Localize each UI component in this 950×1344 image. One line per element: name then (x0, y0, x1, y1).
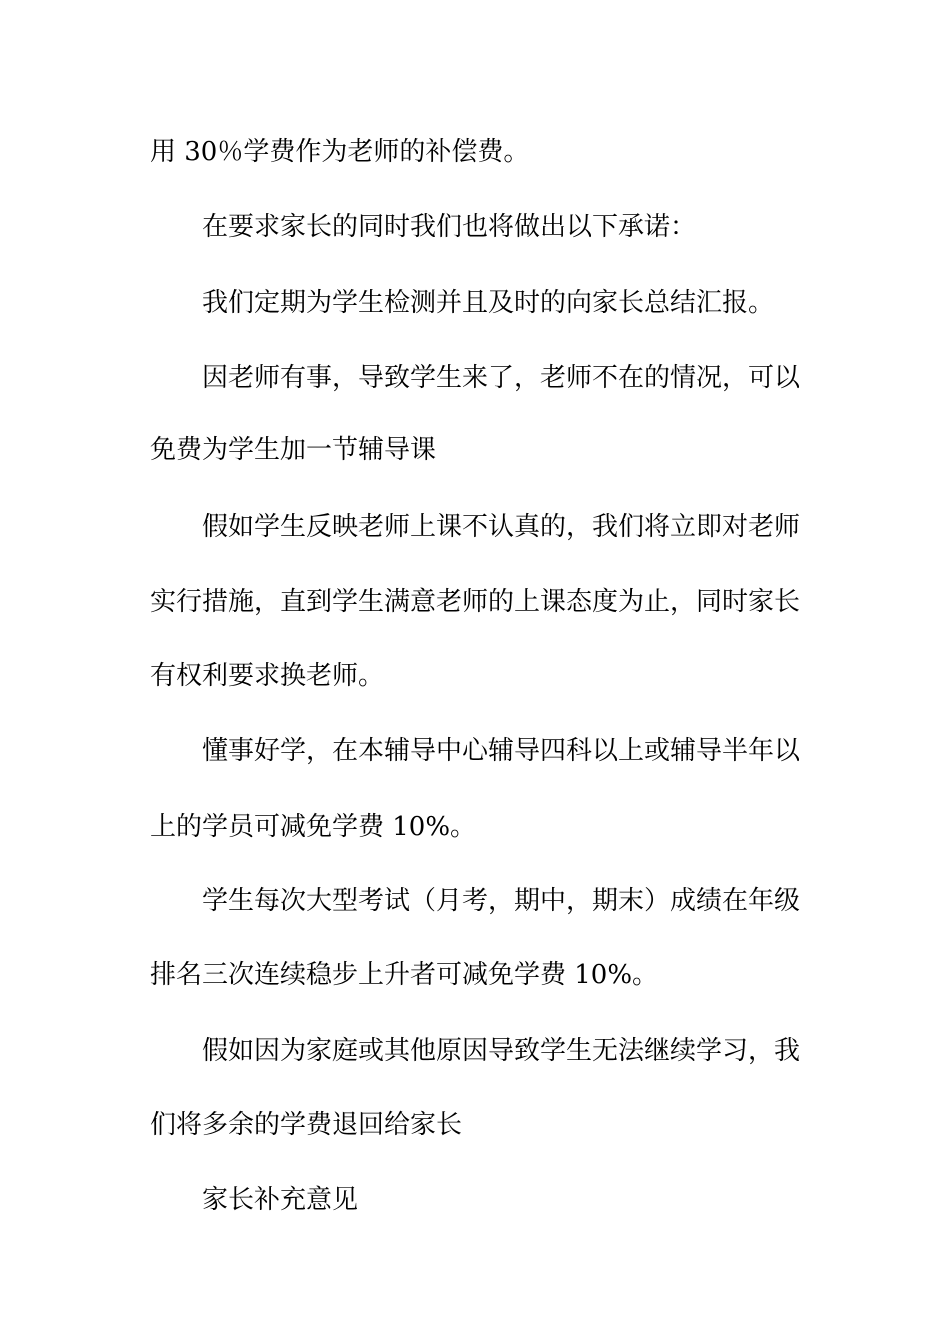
text-line: 用 30％学费作为老师的补偿费。 (150, 137, 530, 167)
text-line: 我们定期为学生检测并且及时的向家长总结汇报。 (202, 288, 775, 318)
text-line: 排名三次连续稳步上升者可减免学费 10%。 (150, 960, 659, 990)
text-line: 因老师有事，导致学生来了，老师不在的情况，可以 (202, 363, 801, 393)
text-line: 学生每次大型考试（月考，期中，期末）成绩在年级 (202, 886, 801, 916)
text-line: 假如因为家庭或其他原因导致学生无法继续学习，我 (202, 1036, 801, 1066)
text-line: 懂事好学，在本辅导中心辅导四科以上或辅导半年以 (202, 736, 801, 766)
text-line: 有权利要求换老师。 (150, 661, 385, 691)
text-line: 上的学员可减免学费 10%。 (150, 812, 477, 842)
text-line: 家长补充意见 (202, 1185, 359, 1215)
text-line: 假如学生反映老师上课不认真的，我们将立即对老师 (202, 512, 801, 542)
text-line: 实行措施，直到学生满意老师的上课态度为止，同时家长 (150, 587, 801, 617)
text-line: 在要求家长的同时我们也将做出以下承诺： (202, 212, 697, 242)
text-line: 们将多余的学费退回给家长 (150, 1110, 463, 1140)
text-line: 免费为学生加一节辅导课 (150, 435, 437, 465)
